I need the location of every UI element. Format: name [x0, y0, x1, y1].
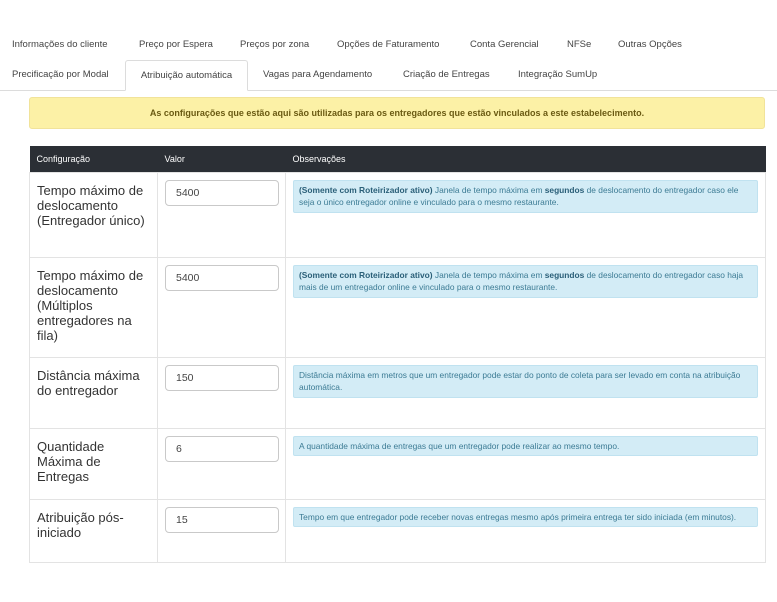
alert-text: As configurações que estão aqui são utilizadas para os entregadores que estão vinculados a este estabelecimento.: [149, 108, 645, 118]
tab-preco-espera[interactable]: Preço por Espera: [139, 39, 213, 50]
tab-integracao-sumup[interactable]: Integração SumUp: [518, 69, 598, 80]
header-notes: Observações: [286, 146, 766, 172]
max-distance-input[interactable]: [165, 365, 279, 391]
config-label: Atribuição pós-iniciado: [30, 499, 158, 562]
tab-atribuicao-automatica[interactable]: Atribuição automática: [125, 60, 248, 91]
header-config: Configuração: [30, 146, 158, 172]
config-note: Distância máxima em metros que um entregador pode estar do ponto de coleta para ser levado em conta na atribuição automática.: [293, 365, 758, 398]
max-travel-time-single-input[interactable]: [165, 180, 279, 206]
tab-criacao-entregas[interactable]: Criação de Entregas: [403, 69, 490, 80]
config-table: [29, 146, 766, 563]
tab-opcoes-faturamento[interactable]: Opções de Faturamento: [337, 39, 440, 50]
tab-nfse[interactable]: NFSe: [567, 39, 592, 50]
max-travel-time-multiple-input[interactable]: [165, 265, 279, 291]
config-label: Quantidade Máxima de Entregas: [30, 428, 158, 499]
settings-tabs: [0, 30, 777, 91]
config-note: Tempo em que entregador pode receber novas entregas mesmo após primeira entrega ter sido iniciada (em minutos).: [293, 507, 758, 528]
max-deliveries-input[interactable]: [165, 436, 279, 462]
config-note: (Somente com Roteirizador ativo) Janela de tempo máxima em segundos de deslocamento do entregador caso ele seja o único entregador online e vinculado para o mesmo restaurante.: [293, 180, 758, 213]
config-label: Tempo máximo de deslocamento (Entregador único): [30, 172, 158, 257]
tab-conta-gerencial[interactable]: Conta Gerencial: [470, 39, 539, 50]
tab-precificacao-modal[interactable]: Precificação por Modal: [12, 69, 109, 80]
table-row: [30, 172, 766, 257]
info-alert: [29, 97, 765, 129]
tab-vagas-agendamento[interactable]: Vagas para Agendamento: [263, 69, 373, 80]
table-row: [30, 357, 766, 428]
header-value: Valor: [158, 146, 286, 172]
tab-precos-zona[interactable]: Preços por zona: [240, 39, 310, 50]
config-label: Tempo máximo de deslocamento (Múltiplos entregadores na fila): [30, 257, 158, 357]
table-row: [30, 499, 766, 562]
config-note: (Somente com Roteirizador ativo) Janela de tempo máxima em segundos de deslocamento do entregador caso haja mais de um entregador online e vinculado para o mesmo restaurante.: [293, 265, 758, 298]
post-start-assignment-input[interactable]: [165, 507, 279, 533]
table-row: [30, 257, 766, 357]
table-row: [30, 428, 766, 499]
tab-outras-opcoes[interactable]: Outras Opções: [618, 39, 682, 50]
tab-informacoes-cliente[interactable]: Informações do cliente: [12, 39, 108, 50]
config-label: Distância máxima do entregador: [30, 357, 158, 428]
config-note: A quantidade máxima de entregas que um entregador pode realizar ao mesmo tempo.: [293, 436, 758, 457]
table-header-row: [30, 146, 766, 172]
